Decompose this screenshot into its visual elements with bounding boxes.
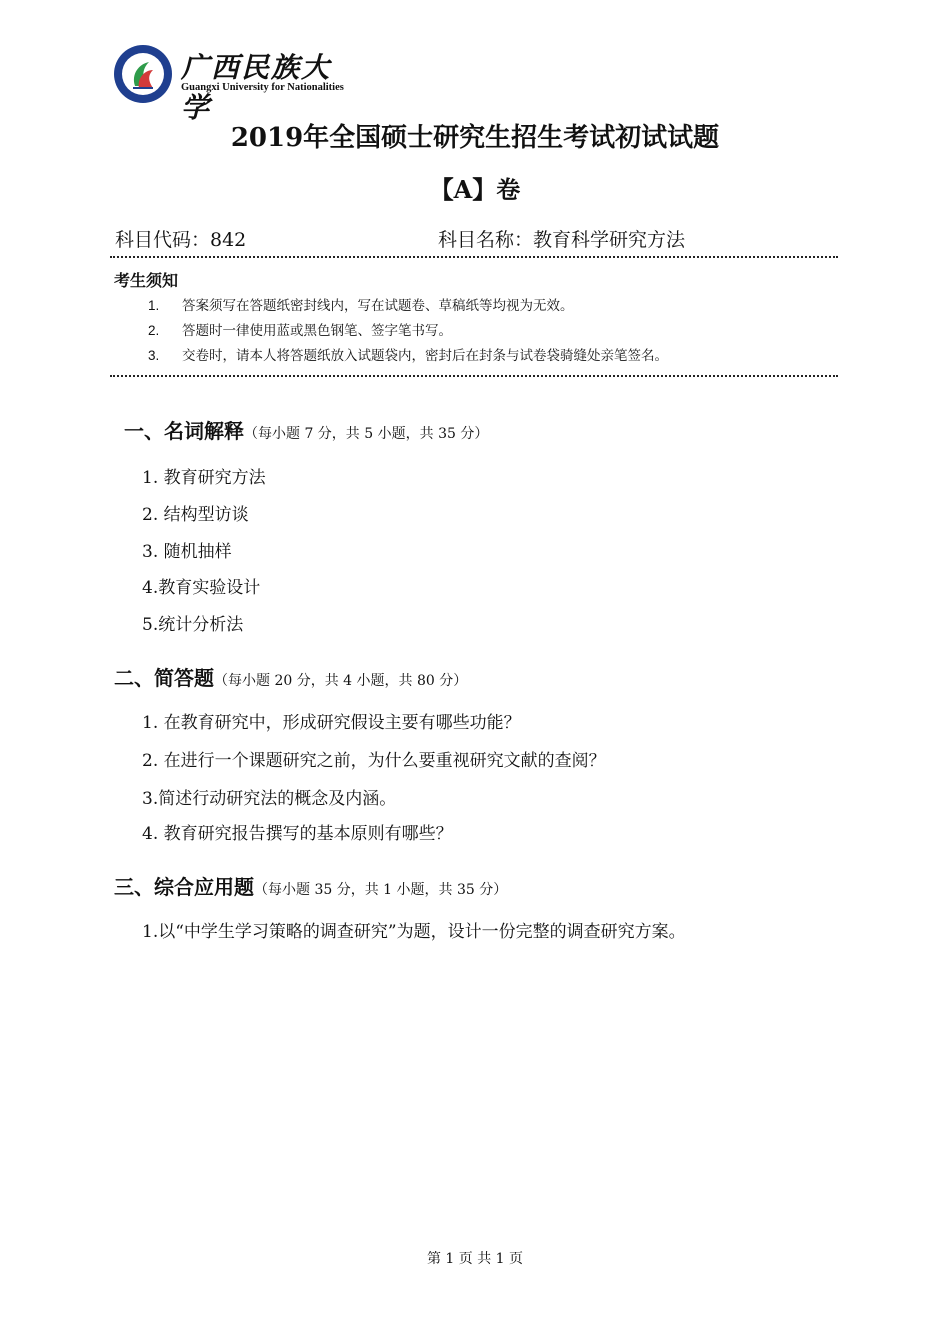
section-title: 三、综合应用题 xyxy=(114,875,254,899)
page-footer: 第 1 页 共 1 页 xyxy=(426,1251,524,1267)
question-item: 5.统计分析法 xyxy=(142,615,244,635)
section-heading xyxy=(114,871,507,900)
notice-item-text: 答题时一律使用蓝或黑色钢笔、签字笔书写。 xyxy=(182,323,452,339)
question-item: 4. 教育研究报告撰写的基本原则有哪些？ xyxy=(142,824,453,844)
section-title: 二、简答题 xyxy=(114,666,214,690)
logo-name-cn: 广西民族大学 xyxy=(181,51,332,124)
question-item: 1. 教育研究方法 xyxy=(142,468,266,488)
question-item: 2. 在进行一个课题研究之前，为什么要重视研究文献的查阅？ xyxy=(142,751,606,771)
exam-title: 2019年全国硕士研究生招生考试初试试题 xyxy=(230,123,720,153)
subject-name: 科目名称：教育科学研究方法 xyxy=(438,229,686,251)
question-item: 1. 在教育研究中，形成研究假设主要有哪些功能？ xyxy=(142,713,521,733)
divider-bottom xyxy=(110,375,838,377)
university-seal-icon xyxy=(113,44,173,104)
question-item: 2. 结构型访谈 xyxy=(142,505,249,525)
notice-item-number: 2. xyxy=(148,323,160,338)
notice-item-number: 3. xyxy=(148,348,160,363)
notice-item-text: 答案须写在答题纸密封线内，写在试题卷、草稿纸等均视为无效。 xyxy=(182,298,574,314)
section-title: 一、名词解释 xyxy=(124,419,244,443)
notice-item xyxy=(148,344,668,364)
question-item: 3. 随机抽样 xyxy=(142,542,232,562)
question-item: 4.教育实验设计 xyxy=(142,578,261,598)
subject-code: 科目代码：842 xyxy=(115,229,247,251)
notice-heading: 考生须知 xyxy=(114,271,179,290)
paper-label: 【A】卷 xyxy=(429,175,521,204)
notice-item-text: 交卷时，请本人将答题纸放入试题袋内，密封后在封条与试卷袋骑缝处亲笔签名。 xyxy=(182,348,668,364)
notice-item xyxy=(148,294,574,314)
section-note: （每小题 20 分，共 4 小题，共 80 分） xyxy=(214,673,468,689)
notice-item xyxy=(148,319,452,339)
section-note: （每小题 35 分，共 1 小题，共 35 分） xyxy=(254,882,508,898)
section-heading xyxy=(124,415,488,444)
section-heading xyxy=(114,662,467,691)
question-item: 1.以“中学生学习策略的调查研究”为题，设计一份完整的调查研究方案。 xyxy=(142,922,686,942)
university-logo xyxy=(113,44,353,124)
logo-name-en: Guangxi University for Nationalities xyxy=(181,82,344,93)
divider-top xyxy=(110,256,838,258)
section-note: （每小题 7 分，共 5 小题，共 35 分） xyxy=(244,426,489,442)
question-item: 3.简述行动研究法的概念及内涵。 xyxy=(142,789,397,809)
notice-item-number: 1. xyxy=(148,298,160,313)
